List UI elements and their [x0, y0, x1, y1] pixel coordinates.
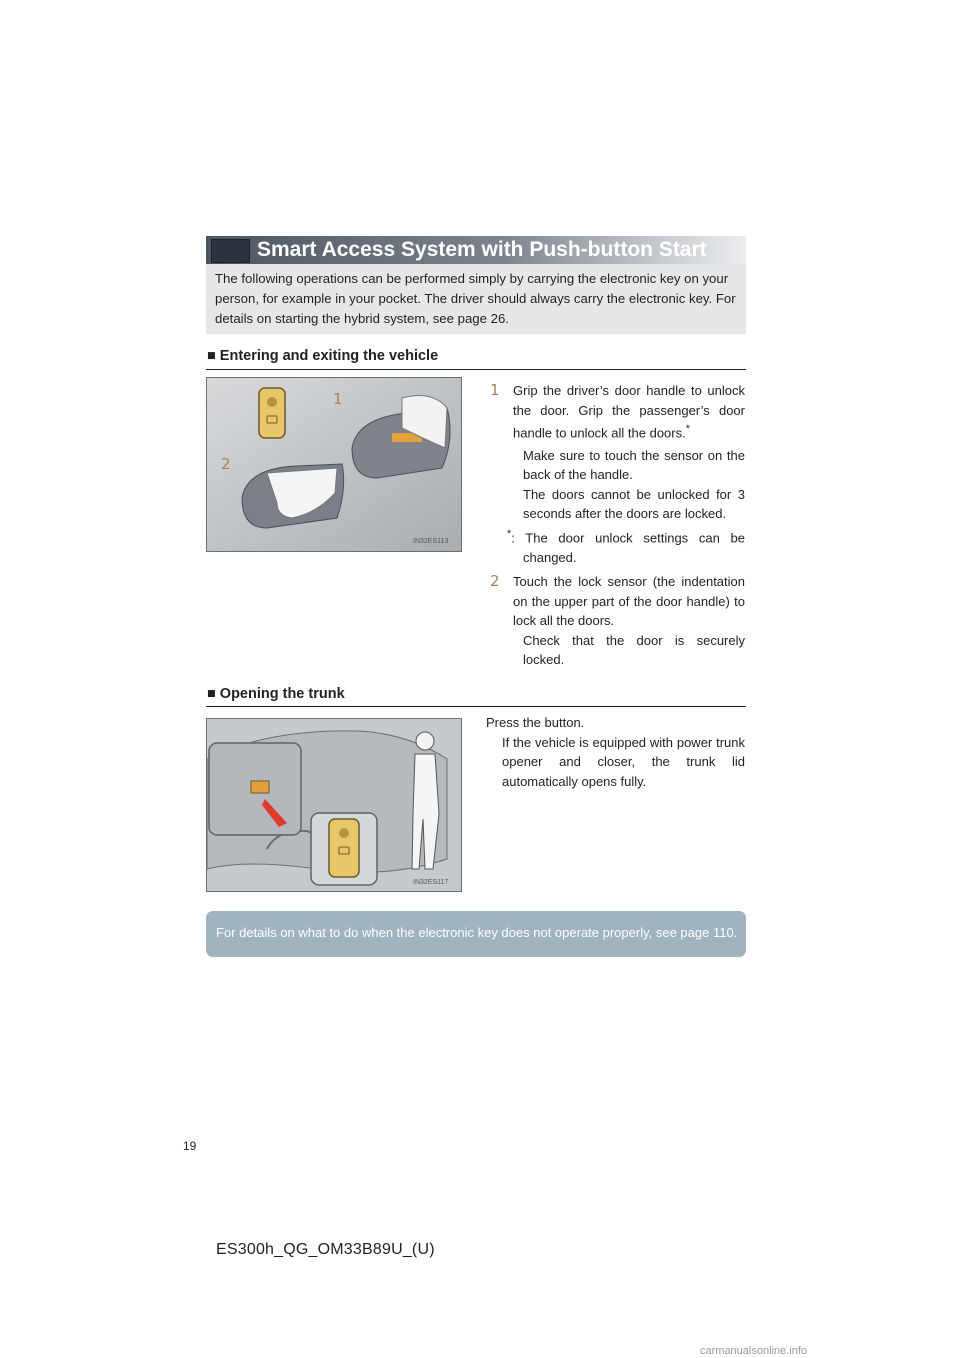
step-1-main: Grip the driver’s door handle to unlock the door. Grip the passenger’s door handle to unlock all the doors.	[513, 383, 745, 441]
trunk-instructions	[486, 713, 745, 791]
intro-text: The following operations can be performed simply by carrying the electronic key on your person, for example in your pocket. The driver should always carry the electronic key. For details on starting the hybrid system, see page 26.	[215, 271, 736, 326]
section-divider	[206, 706, 746, 707]
section-heading-entering: ■ Entering and exiting the vehicle	[207, 348, 439, 364]
trunk-drawing	[207, 719, 461, 891]
image-code: IN32ES113	[413, 538, 449, 545]
watermark: carmanualsonline.info	[700, 1345, 808, 1357]
callout-1: 1	[333, 390, 343, 408]
banner-marker	[211, 239, 250, 263]
section-divider	[206, 369, 746, 370]
step-number-1: 1	[490, 381, 500, 399]
step-2-text: Touch the lock sensor (the indentation on the upper part of the door handle) to lock all the doors.	[513, 574, 745, 628]
asterisk-mark: *	[685, 423, 690, 435]
callout-2: 2	[221, 455, 231, 473]
footnote-body: : The door unlock settings can be changed.	[511, 530, 745, 565]
trunk-text: Press the button.	[486, 715, 585, 730]
footnote	[507, 525, 745, 567]
trunk-note: If the vehicle is equipped with power trunk opener and closer, the trunk lid automatically opens fully.	[502, 734, 745, 789]
document-code: ES300h_QG_OM33B89U_(U)	[216, 1241, 435, 1258]
step-number-2: 2	[490, 572, 500, 590]
image-code: IN32ES117	[413, 879, 449, 886]
step-1-note-2: The doors cannot be unlocked for 3 seconds after the doors are locked.	[523, 486, 745, 522]
tip-text: For details on what to do when the electronic key does not operate properly, see page 110.	[216, 925, 738, 940]
step-2	[513, 572, 745, 670]
page-title: Smart Access System with Push-button Start	[257, 238, 707, 261]
footnote-text	[507, 525, 745, 567]
footnote-mark: *	[507, 528, 512, 540]
trunk-illustration	[206, 718, 462, 892]
section-heading-trunk: ■ Opening the trunk	[207, 686, 345, 702]
door-handle-illustration	[206, 377, 462, 552]
step-1-text	[513, 381, 745, 443]
page-number: 19	[183, 1139, 197, 1153]
step-1-note-1: Make sure to touch the sensor on the back of the handle.	[523, 447, 745, 483]
step-1	[513, 381, 745, 524]
step-2-note-1: Check that the door is securely locked.	[523, 632, 745, 667]
